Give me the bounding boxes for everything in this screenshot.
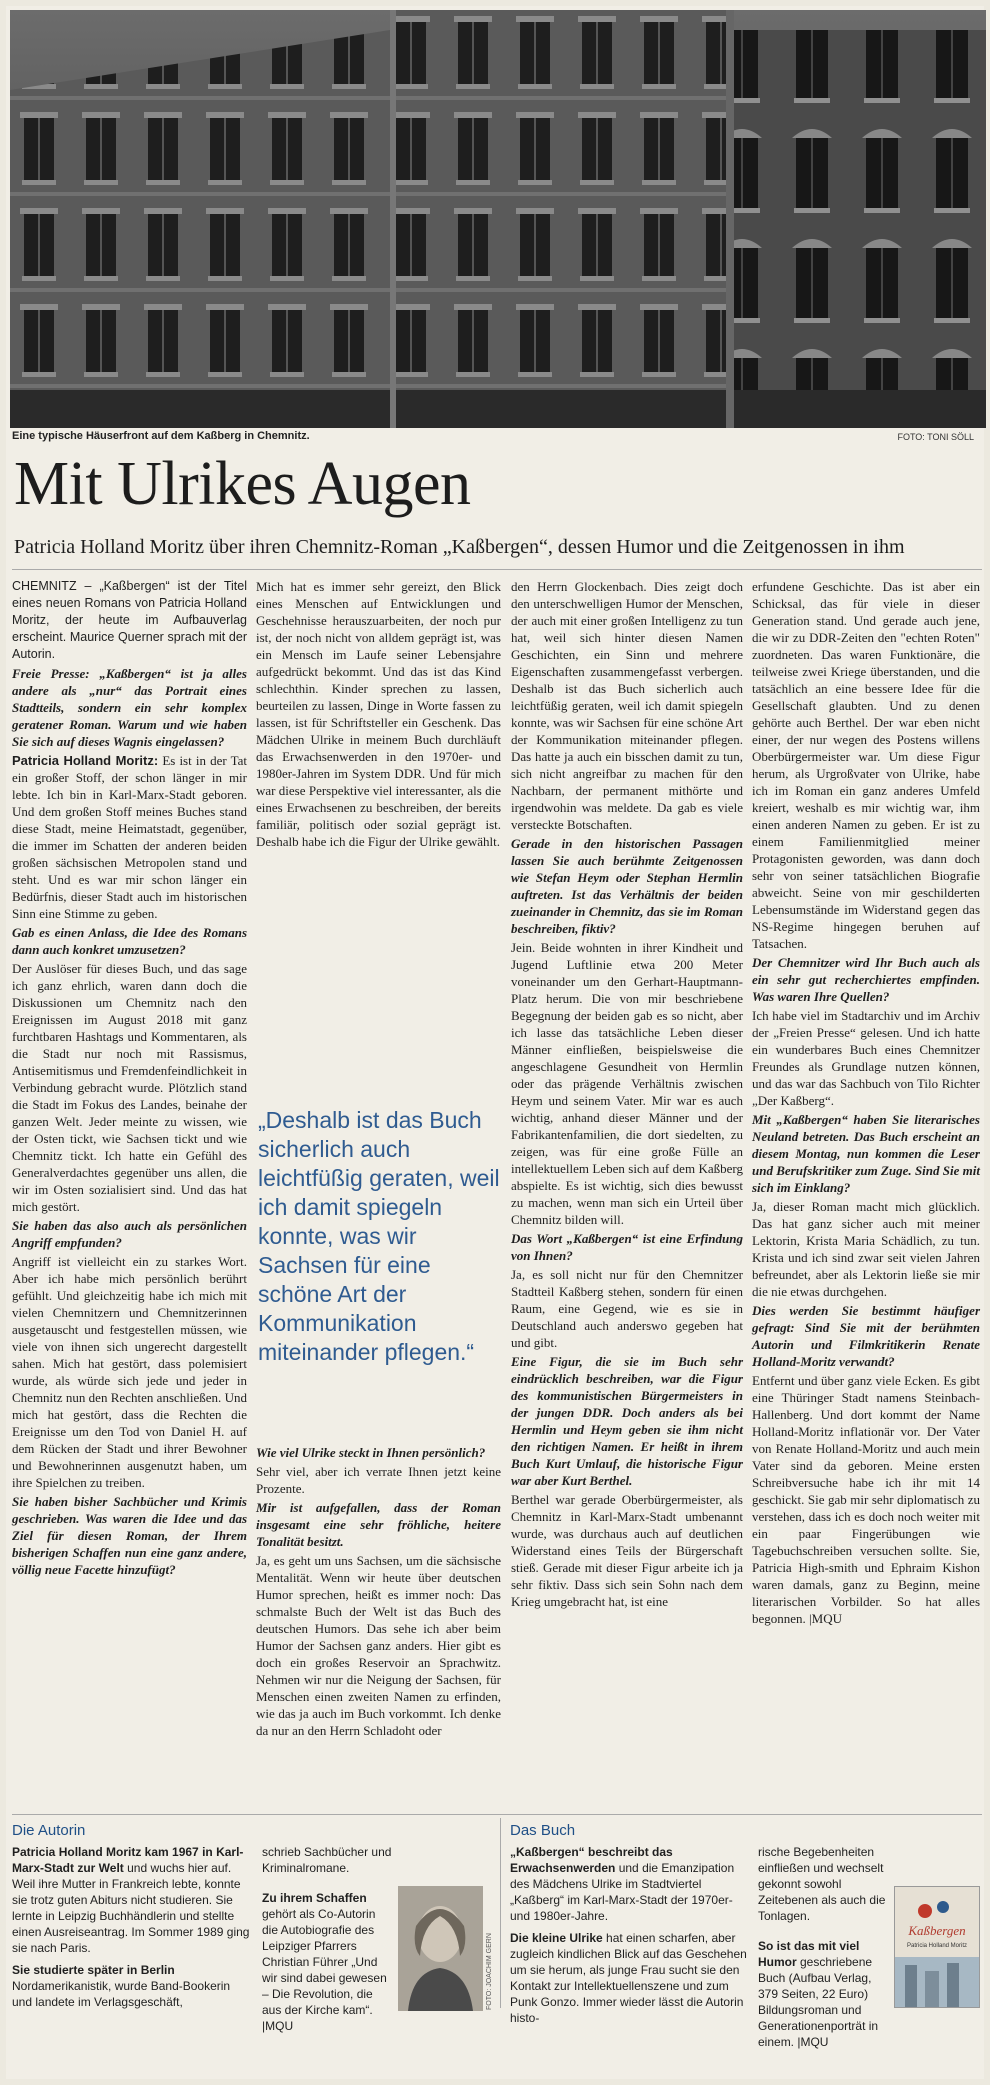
column-1 [12, 578, 247, 1578]
column-4 [752, 578, 980, 1627]
answer-paragraph [511, 1491, 743, 1610]
author-box-text-2 [262, 1844, 392, 2034]
answer-paragraph [752, 1372, 980, 1627]
cover-author: Patricia Holland Moritz [906, 1943, 968, 1949]
photo-credit: FOTO: TONI SÖLL [897, 432, 974, 442]
answer-paragraph [12, 960, 247, 1215]
portrait-credit: FOTO: JOACHIM GERN [486, 1933, 493, 2010]
paragraph-text: erfundene Geschichte. Das ist aber ein Schicksal, das für viele in dieser Generation stand. Und gerade auch jene, die wir zu DDR-Zeiten den "echten Roten" zuordneten. Das waren Funktionäre, die teilweise zwei Kriege überstanden, und die tatsächlich an eine bessere Idee für die Gesellschaft glaubten. Und zu denen gehörte auch Berthel. Der war eben nicht einer, der nur wegen des Postens willens Oberbürgermeister war. Um diese Figur herum, als Urgroßvater von Ulrike, habe ich im Roman ein ganz anderes Umfeld kreiert, weshalb es mir wichtig war, ihm einen anderen Namen zu geben. Er ist zu einem Familienmitglied meiner Protagonisten geworden, was dann doch sehr von seiner tatsächlichen Biografie abweicht. Seine von mir geschilderten Lebensumstände im Widerstand gegen das NS-Regime hingegen beruhen auf Tatsachen. [752, 579, 980, 951]
interview-question [752, 1111, 980, 1196]
answer-paragraph [511, 939, 743, 1228]
column-2-lower [256, 1444, 501, 1739]
answer-paragraph [256, 578, 501, 850]
book-box-text-1 [510, 1844, 750, 2026]
author-p4: gehört als Co-Autorin die Autobiografie des Leipziger Pfarrers Christian Führer „Und wir sind dabei gewesen – Die Revolution, die aus der Kirche kam“. |MQU [262, 1907, 387, 2033]
paragraph-text: Ja, es soll nicht nur für den Chemnitzer Stadtteil Kaßberg stehen, sondern für einen Raum, eine Gegend, wie es sie in Deutschland auch anderswo gegeben hat und gibt. [511, 1267, 743, 1350]
paragraph-text: Der Chemnitzer wird Ihr Buch auch als ein sehr gut recherchiertes empfinden. Was waren Ihre Quellen? [752, 955, 980, 1004]
book-p2: hat einen scharfen, aber zugleich kindlichen Blick auf das Geschehen um sie herum, als junge Frau sucht sie den Kontakt zur Intellektuellenszene und zum Punk Gonzo. Immer wieder lässt die Autorin histo- [510, 1931, 747, 2025]
book-cover-art [895, 1887, 979, 2007]
paragraph-text: Es ist in der Tat ein großer Stoff, der schon länger in mir lebte. Ich bin in Karl-Marx-Stadt geboren. Und dem großen Stoff meines Buches stand diese Stadt, meine Heimatstadt, gegenüber, die immer im Schatten der anderen beiden großen sächsischen Metropolen stand und steht. Und es war mir schon länger ein Bedürfnis, dieser Stadt auch im historischen Sinn eine Stimme zu geben. [12, 753, 247, 921]
paragraph-text: Mich hat es immer sehr gereizt, den Blick eines Menschen auf Entwicklungen und Geschehnisse herauszuarbeiten, der noch pur ist, der noch nicht von alldem geprägt ist, was ein Mensch im Laufe seiner Lebensjahre aufgedrückt bekommt. Und das ist das Kind schlechthin. Kinder sprechen zu lassen, beurteilen zu lassen, Dinge in Worte fassen zu lassen, ist für Schriftsteller ein Geschenk. Das Mädchen Ulrike in meinem Buch durchläuft das Erwachsenwerden in den 1970er- und 1980er-Jahren im System DDR. Und für mich war diese Perspektive viel interessanter, als die eines Erwachsenen zu beschreiben, der bereits familiär, politisch oder sozial geprägt ist. Deshalb habe ich die Figur der Ulrike gewählt. [256, 579, 501, 849]
author-p4-bold: Zu ihrem Schaffen [262, 1891, 367, 1905]
street-facade-photo [10, 10, 986, 428]
interview-question [752, 954, 980, 1005]
paragraph-text: Der Auslöser für dieses Buch, und das sage ich ganz ehrlich, waren dann doch die Diskussionen um Chemnitz nach den Ereignissen im August 2018 mit ganz furchtbaren Hashtags und Kommentaren, als die Stadt nur noch mit Rassismus, Antisemitismus und Fremdenfeindlichkeit in Verbindung gebracht wurde. Plötzlich stand die Stadt im Fokus des Landes, beinahe der ganzen Welt. Jeder meinte zu wissen, wie der Osten tickt, wie Sachsen tickt und wie Chemnitz tickt. Ich hatte ein Gefühl des Generalverdachtes gegenüber uns allen, die wir im Osten sozialisiert sind. Und das hat mich gestört. [12, 961, 247, 1214]
paragraph-text: Entfernt und über ganz viele Ecken. Es gibt eine Thüringer Stadt namens Steinbach-Hallenberg. Und dort kommt der Name Holland-Moritz inflationär vor. Der Vater von Renate Holland-Moritz und auch mein Vater sind da geboren. Meine ersten Schreibversuche habe ich ihr mit 14 geschickt. Sie gab mir sehr diplomatisch zu verstehen, dass ich es doch noch weiter mit ein paar Fingerübungen wie Tagebuchschreiben versuchen sollte. Sie, Patricia High-smith und Ephraim Kishon waren damals, ganz zu Beginn, meine literarischen Vorbilder. So hat alles begonnen. |MQU [752, 1373, 980, 1626]
interview-question [12, 1217, 247, 1251]
paragraph-text: Sie haben bisher Sachbücher und Krimis geschrieben. Was waren die Idee und das Ziel für diesen Roman, der Ihrem bisherigen Schaffen nun eine ganz andere, völlig neue Facette hinzufügt? [12, 1494, 247, 1577]
paragraph-text: Wie viel Ulrike steckt in Ihnen persönlich? [256, 1445, 486, 1460]
book-box-text-2 [758, 1844, 888, 2050]
paragraph-text: Angriff ist vielleicht ein zu starkes Wort. Aber ich habe mich persönlich berührt gefühlt. Und gleichzeitig habe ich mich mit vielen Chemnitzern und Chemnitzerinnen ausgetauscht und festgestellen müssen, wie viele von ihnen sich ungerecht dargestellt sahen. Mich hat gestört, dass polemisiert wurde, als würde sich jede und jeder in Chemnitz nun den Rechten anschließen. Und mich hat gestört, dass die Rechten die Ereignisse um den Tod von Daniel H. auf dem Rücken der Stadt und ihrer Bewohner und Bewohnerinnen ausgenutzt haben, um ihre Spielchen zu treiben. [12, 1254, 247, 1490]
paragraph-text: CHEMNITZ – „Kaßbergen“ ist der Titel eines neuen Romans von Patricia Holland Moritz, der heute im Aufbauverlag erscheint. Maurice Querner sprach mit der Autorin. [12, 579, 247, 661]
divider [12, 569, 982, 570]
author-box-title: Die Autorin [12, 1822, 86, 1839]
author-portrait [398, 1886, 483, 2011]
author-p1-bold: Patricia Holland Moritz kam 1967 in Karl-Marx-Stadt zur Welt [12, 1845, 244, 1875]
photo-caption: Eine typische Häuserfront auf dem Kaßberg in Chemnitz. [12, 430, 310, 442]
interview-question [256, 1444, 501, 1461]
divider-bottom [12, 1814, 982, 1815]
newspaper-page [6, 6, 984, 2079]
interview-question [511, 1230, 743, 1264]
pull-quote: „Deshalb ist das Buch sicherlich auch leichtfüßig geraten, weil ich damit spiegeln konnte, was wir Sachsen für eine schöne Art der Kommunikation miteinander pflegen.“ [258, 1107, 500, 1365]
interview-question [511, 835, 743, 937]
book-p1-bold: „Kaßbergen“ beschreibt das Erwachsenwerden [510, 1845, 673, 1875]
answer-paragraph [12, 752, 247, 922]
paragraph-text: Dies werden Sie bestimmt häufiger gefragt: Sind Sie mit der berühmten Autorin und Filmkritikerin Renate Holland-Moritz verwandt? [752, 1303, 980, 1369]
paragraph-text: Sie haben das also auch als persönlichen Angriff empfunden? [12, 1218, 247, 1250]
book-p3: rische Begebenheiten einfließen und wechselt gekonnt sowohl Zeitebenen als auch die Tonlagen. [758, 1845, 886, 1923]
book-cover [894, 1886, 980, 2008]
author-p2-bold: Sie studierte später in Berlin [12, 1963, 175, 1977]
column-2 [256, 578, 501, 850]
answer-paragraph [752, 1198, 980, 1300]
answer-paragraph [256, 1463, 501, 1497]
book-box-title: Das Buch [510, 1822, 576, 1839]
paragraph-text: Eine Figur, die sie im Buch sehr eindrücklich beschreiben, war die Figur des kommunistischen Bürgermeisters in der jungen DDR. Doch anders als bei Hermlin und Heym geben sie ihm nicht den richtigen Namen. Er heißt in ihrem Buch Kurt Umlauf, die historische Figur war aber Kurt Berthel. [511, 1354, 743, 1488]
box-separator [500, 1818, 501, 2008]
author-box-text-1 [12, 1844, 252, 2010]
book-p4-bold: So ist das mit viel Humor [758, 1939, 860, 1969]
paragraph-text: Ja, es geht um uns Sachsen, um die sächsische Mentalität. Wenn wir heute über deutschen Humor sprechen, heißt es immer noch: Das schmalste Buch der Welt ist das Buch des deutschen Humors. Das sehe ich aber beim Humor der Sachsen ganz anders. Hier gibt es doch ein großes Reservoir an Sprachwitz. Nehmen wir nur die Neigung der Sachsen, für Menschen einen zweiten Namen zu erfinden, wie das ja auch im Buch vorkommt. Ich denke da nur an den Herrn Schladoht oder [256, 1553, 501, 1738]
interview-question [12, 1493, 247, 1578]
book-p4: geschriebene Buch (Aufbau Verlag, 379 Seiten, 22 Euro) Bildungsroman und Generationenporträt in einem. |MQU [758, 1955, 879, 2049]
facade-image [10, 10, 986, 428]
author-p1: und wuchs hier auf. Weil ihre Mutter in Frankreich lebte, konnte sie trotz guten Abiturs nicht studieren. Sie lernte in Leipzig Buchhändlerin und stellte einen Ausreiseantrag. Im Sommer 1989 ging sie nach Paris. [12, 1861, 250, 1955]
answer-paragraph [511, 1266, 743, 1351]
paragraph-text: Ich habe viel im Stadtarchiv und im Archiv der „Freien Presse“ gelesen. Und ich hatte ein wunderbares Buch eines Chemnitzer Freundes als Grundlage nutzen können, und das war das Sachbuch von Tilo Richter „Der Kaßberg“. [752, 1008, 980, 1108]
interview-question [12, 924, 247, 958]
subheadline: Patricia Holland Moritz über ihren Chemnitz-Roman „Kaßbergen“, dessen Humor und die Zeitgenossen in ihm [14, 536, 905, 558]
paragraph-text: Sehr viel, aber ich verrate Ihnen jetzt keine Prozente. [256, 1464, 501, 1496]
paragraph-text: Gerade in den historischen Passagen lassen Sie auch berühmte Zeitgenossen wie Stefan Heym oder Stephan Hermlin auftreten. Ist das Verhältnis der beiden zueinander in Chemnitz, das sie im Roman beschreiben, fiktiv? [511, 836, 743, 936]
author-p3: schrieb Sachbücher und Kriminalromane. [262, 1845, 392, 1875]
answer-paragraph [511, 578, 743, 833]
cover-title: Kaßbergen [908, 1923, 966, 1938]
answer-paragraph [12, 1253, 247, 1491]
paragraph-text: Jein. Beide wohnten in ihrer Kindheit und Jugend Luftlinie etwa 200 Meter voneinander um den Gerhart-Hauptmann-Platz herum. Die von mir beschriebene Begegnung der beiden gab es so nicht, aber ich lasse das tatsächliche Leben dieser Männer einfließen, beispielsweise die angeschlagene Gesundheit von Hermlin oder das prägende Verhältnis zwischen Heym und seinem Vater. Mir war es auch wichtig, anhand dieser Männer und der Fabrikantenfamilien, die dort siedelten, zu zeigen, was für eine große Fülle an intellektuellem Leben sich auf dem Kaßberg abspielte. Es ist wichtig, sich dies bewusst zu machen, wenn man sich ein Urteil über Chemnitz bilden will. [511, 940, 743, 1227]
paragraph-text: Das Wort „Kaßbergen“ ist eine Erfindung von Ihnen? [511, 1231, 743, 1263]
paragraph-text: Freie Presse: „Kaßbergen“ ist ja alles andere als „nur“ das Portrait eines Stadtteils, sondern ein sehr komplex geratener Roman. Warum und wie haben Sie sich auf dieses Wagnis eingelassen? [12, 666, 247, 749]
paragraph-text: Ja, dieser Roman macht mich glücklich. Das hat ganz sicher auch mit meiner Lektorin, Krista Maria Schädlich, zu tun. Krista und ich sind zwar seit vielen Jahren befreundet, aber als Lektorin ließe sie mir die nie etwas durchgehen. [752, 1199, 980, 1299]
interview-question [511, 1353, 743, 1489]
lead-paragraph [12, 578, 247, 663]
interview-question [752, 1302, 980, 1370]
answer-paragraph [752, 578, 980, 952]
speaker-label: Patricia Holland Moritz: [12, 753, 159, 768]
paragraph-text: Mit „Kaßbergen“ haben Sie literarisches Neuland betreten. Das Buch erscheint an diesem Montag, nun kommen die Leser und Berufskritiker zum Zuge. Sind Sie mit sich im Einklang? [752, 1112, 980, 1195]
book-p1: und die Emanzipation des Mädchens Ulrike im Stadtviertel „Kaßberg“ im Karl-Marx-Stadt der 1970er- und 1980er-Jahre. [510, 1861, 735, 1923]
book-p2-bold: Die kleine Ulrike [510, 1931, 603, 1945]
paragraph-text: Mir ist aufgefallen, dass der Roman insgesamt eine sehr fröhliche, heitere Tonalität besitzt. [256, 1500, 501, 1549]
interview-question [256, 1499, 501, 1550]
answer-paragraph [752, 1007, 980, 1109]
paragraph-text: Berthel war gerade Oberbürgermeister, als Chemnitz in Karl-Marx-Stadt umbenannt wurde, was durchaus auch auf deutlichen Widerstand eines Teils der Bürgerschaft stieß. Gerade mit dieser Figur arbeite ich ja sehr fiktiv. Dass sich sein Sohn nach dem Krieg umgebracht hat, ist eine [511, 1492, 743, 1609]
interview-question [12, 665, 247, 750]
author-p2: Nordamerikanistik, wurde Band-Bookerin und landete im Verlagsgeschäft, [12, 1979, 231, 2009]
portrait-image [398, 1886, 483, 2011]
paragraph-text: Gab es einen Anlass, die Idee des Romans dann auch konkret umzusetzen? [12, 925, 247, 957]
column-3 [511, 578, 743, 1610]
answer-paragraph [256, 1552, 501, 1739]
headline: Mit Ulrikes Augen [14, 450, 471, 518]
paragraph-text: den Herrn Glockenbach. Dies zeigt doch den unterschwelligen Humor der Menschen, der auch mit einer großen Intelligenz zu tun hat, weil sich hinter diesen Namen Geschichten, ein Sinn und mehrere Eigenschaften zusammengefasst verbergen. Deshalb ist das Buch sicherlich auch leichtfüßig geraten, weil ich damit spiegeln konnte, was wir Sachsen für eine schöne Art der Kommunikation miteinander pflegen. Das hatte ja auch ein bisschen damit zu tun, sich nicht angreifbar zu machen für den Nachbarn, der permanent mithörte und irgendwohin was meldete. Da gab es viele versteckte Botschaften. [511, 579, 743, 832]
